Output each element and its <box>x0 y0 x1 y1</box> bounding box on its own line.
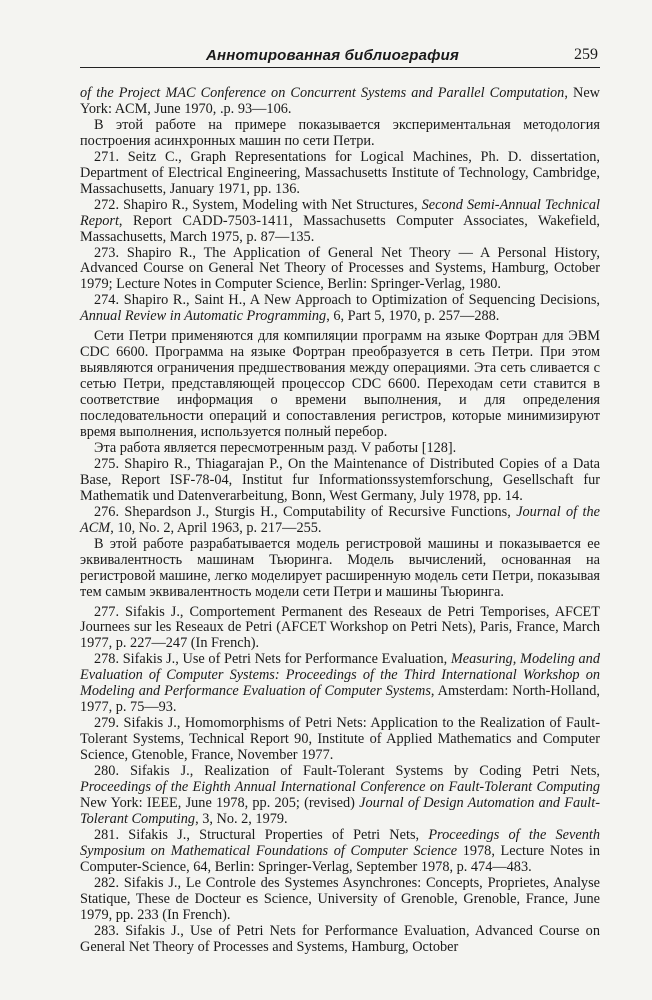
entry-number: 273. <box>94 244 120 261</box>
entry-title: Measuring, Modeling and Evaluation of Computer Systems: Proceedings of the Third International Workshop on Modeling and Performance Evaluation of Computer Systems <box>80 651 600 700</box>
entry-text: On the Maintenance of Distributed Copies of a Data Base, Report ISF-78-04, Institut fur Informationssystemforschung, Gesellschaft fur Mathematik und Datenverarbeitung, Bonn, West Germany, July 1978, pp. 14. <box>80 455 601 504</box>
entry-text: , Report CADD-7503-1411, Massachusetts Computer Associates, Wakefield, Massachusetts, March 1975, p. 87—135. <box>80 212 600 245</box>
continuation-rest: , New York: ACM, June 1970, .p. 93—106. <box>80 85 600 117</box>
entry-number: 276. <box>94 503 120 520</box>
bib-entry-281 <box>80 828 600 876</box>
continuation-title: of the Project MAC Conference on Concurrent Systems and Parallel Computation <box>80 85 565 101</box>
entry-text: , 6, Part 5, 1970, p. 257—288. <box>326 308 500 325</box>
entry-author: Shapiro R., Thiagarajan P., <box>124 455 283 472</box>
entry-author: Sifakis J., <box>129 763 194 780</box>
entry-title: Proceedings of the Eighth Annual International Conference on Fault-Tolerant Computing <box>80 778 600 795</box>
bib-entry-275 <box>80 457 600 505</box>
entry-text: Computability of Recursive Functions, <box>277 503 517 520</box>
entry-text: Le Controle des Systemes Asynchrones: Concepts, Proprietes, Analyse Statique, These de Docteur es Science, University of Grenoble, Grenoble, France, June 1979, pp. 233 (In French). <box>80 874 600 923</box>
page-number: 259 <box>574 46 598 63</box>
bib-entry-280 <box>80 764 600 828</box>
entry-number: 278. <box>94 651 120 668</box>
entry-title: Proceedings of the Seventh Symposium on Mathematical Foundations of Computer Science <box>80 826 600 859</box>
entry-text: New York: IEEE, June 1978, pp. 205; (revised) <box>80 794 360 811</box>
entry-text: Graph Representations for Logical Machines, Ph. D. dissertation, Department of Electrical Engineering, Massachusetts Institute of Technology, Cambridge, Massachusetts, January 1971, pp. 136. <box>80 148 600 197</box>
bib-entry-276 <box>80 505 600 537</box>
bib-entry-283 <box>80 924 600 956</box>
entry-text: System, Modeling with Net Structures, <box>188 196 422 213</box>
entry-title: Second Semi-Annual Technical Report <box>80 196 600 229</box>
entry-number: 275. <box>94 455 120 472</box>
annotation-270: В этой работе на примере показывается экспериментальная методология построения асинхронных машин по сети Петри. <box>80 116 600 149</box>
entry-text: Comportement Permanent des Reseaux de Petri Temporises, AFCET Journees sur les Reseaux de Petri (AFCET Workshop on Petri Nets), Paris, France, March 1977, p. 227—247 (In French). <box>80 603 600 652</box>
entry-number: 282. <box>94 874 120 891</box>
bib-entry-274 <box>80 293 600 325</box>
annotation-274-note: Эта работа является пересмотренным разд. V работы [128]. <box>94 439 457 456</box>
annotation-276: В этой работе разрабатывается модель регистровой машины и показывается ее эквивалентность машинам Тьюринга. Модель вычислений, основанная на регистровой машине, легко моделирует расширенную модель сети Петри, показывая тем самым эквивалентность модели сети Петри и машины Тьюринга. <box>80 535 600 600</box>
entry-title: Annual Review in Automatic Programming <box>80 308 327 325</box>
bib-entry-277 <box>80 605 600 653</box>
entry-text: A New Approach to Optimization of Sequencing Decisions, <box>245 292 600 309</box>
entry-author: Shapiro R., <box>126 244 196 261</box>
continuation-entry <box>80 86 600 118</box>
entry-text: Homomorphisms of Petri Nets: Application to the Realization of Fault-Tolerant Systems, Technical Report 90, Institute of Applied Mathematics and Computer Science, Gtenoble, France, November 1977. <box>80 715 600 764</box>
entry-text: Structural Properties of Petri Nets, <box>189 826 429 843</box>
bib-entry-282 <box>80 876 600 924</box>
entry-author: Sifakis J., <box>123 874 182 891</box>
entry-author: Sifakis J., <box>125 603 184 620</box>
bib-entry-273 <box>80 246 600 294</box>
entry-number: 280. <box>94 763 120 780</box>
entry-number: 272. <box>94 196 120 213</box>
page-header <box>80 45 600 68</box>
bib-entry-271 <box>80 150 600 198</box>
entry-text: , Amsterdam: North-Holland, 1977, p. 75—93. <box>80 683 600 716</box>
entry-author: Shepardson J., Sturgis H., <box>124 503 278 520</box>
entry-title: Journal of the ACM <box>80 503 600 536</box>
entry-author: Sifakis J., <box>122 651 179 668</box>
entry-author: Sifakis J., <box>125 922 184 939</box>
entry-author: Shapiro R., <box>123 196 189 213</box>
entry-text: 1978, Lecture Notes in Computer-Science, 64, Berlin: Springer-Verlag, September 1978, p. 474—483. <box>80 842 601 875</box>
entry-journal: Journal of Design Automation and Fault-Tolerant Computing <box>80 794 600 827</box>
bib-entry-278 <box>80 652 600 716</box>
entry-text: Realization of Fault-Tolerant Systems by Coding Petri Nets, <box>193 763 600 780</box>
running-title: Аннотированная библиография <box>206 47 459 64</box>
entry-number: 277. <box>94 603 120 620</box>
entry-number: 283. <box>94 922 120 939</box>
entry-number: 281. <box>94 826 120 843</box>
entry-number: 271. <box>94 148 120 165</box>
entry-author: Seitz C., <box>127 148 182 165</box>
entry-text: Use of Petri Nets for Performance Evaluation, Advanced Course on General Net Theory of Processes and Systems, Hamburg, October <box>80 922 600 955</box>
entry-author: Sifakis J., <box>128 826 190 843</box>
entry-number: 274. <box>94 292 120 309</box>
bib-entry-272 <box>80 198 600 246</box>
bib-entry-279 <box>80 716 600 764</box>
entry-text: , 10, No. 2, April 1963, p. 217—255. <box>110 519 322 536</box>
entry-number: 279. <box>94 715 120 732</box>
bibliography-text <box>80 86 600 955</box>
entry-author: Sifakis J., <box>123 715 181 732</box>
entry-text: The Application of General Net Theory — A Personal History, Advanced Course on General Net Theory of Processes and Systems, Hamburg, October 1979; Lecture Notes in Computer Science, Berlin: Springer-Verlag, 1980. <box>80 244 601 293</box>
entry-text: , 3, No. 2, 1979. <box>195 810 288 827</box>
annotation-274: Сети Петри применяются для компиляции программ на языке Фортран для ЭВМ CDC 6600. Программа на языке Фортран преобразуется в сеть Петри. При этом выявляются ограничения предшествования между операциями. Эта сеть сливается с сетью Петри, представляющей процессор CDC 6600. Переходам сети ставится в соответствие информация о времени выполнения, и для определения последовательности операций и сопоставления регистров, которые минимизируют время выполнения, используется полный перебор. <box>80 328 600 441</box>
entry-author: Shapiro R., Saint H., <box>123 292 246 309</box>
entry-text: Use of Petri Nets for Performance Evaluation, <box>178 651 451 668</box>
